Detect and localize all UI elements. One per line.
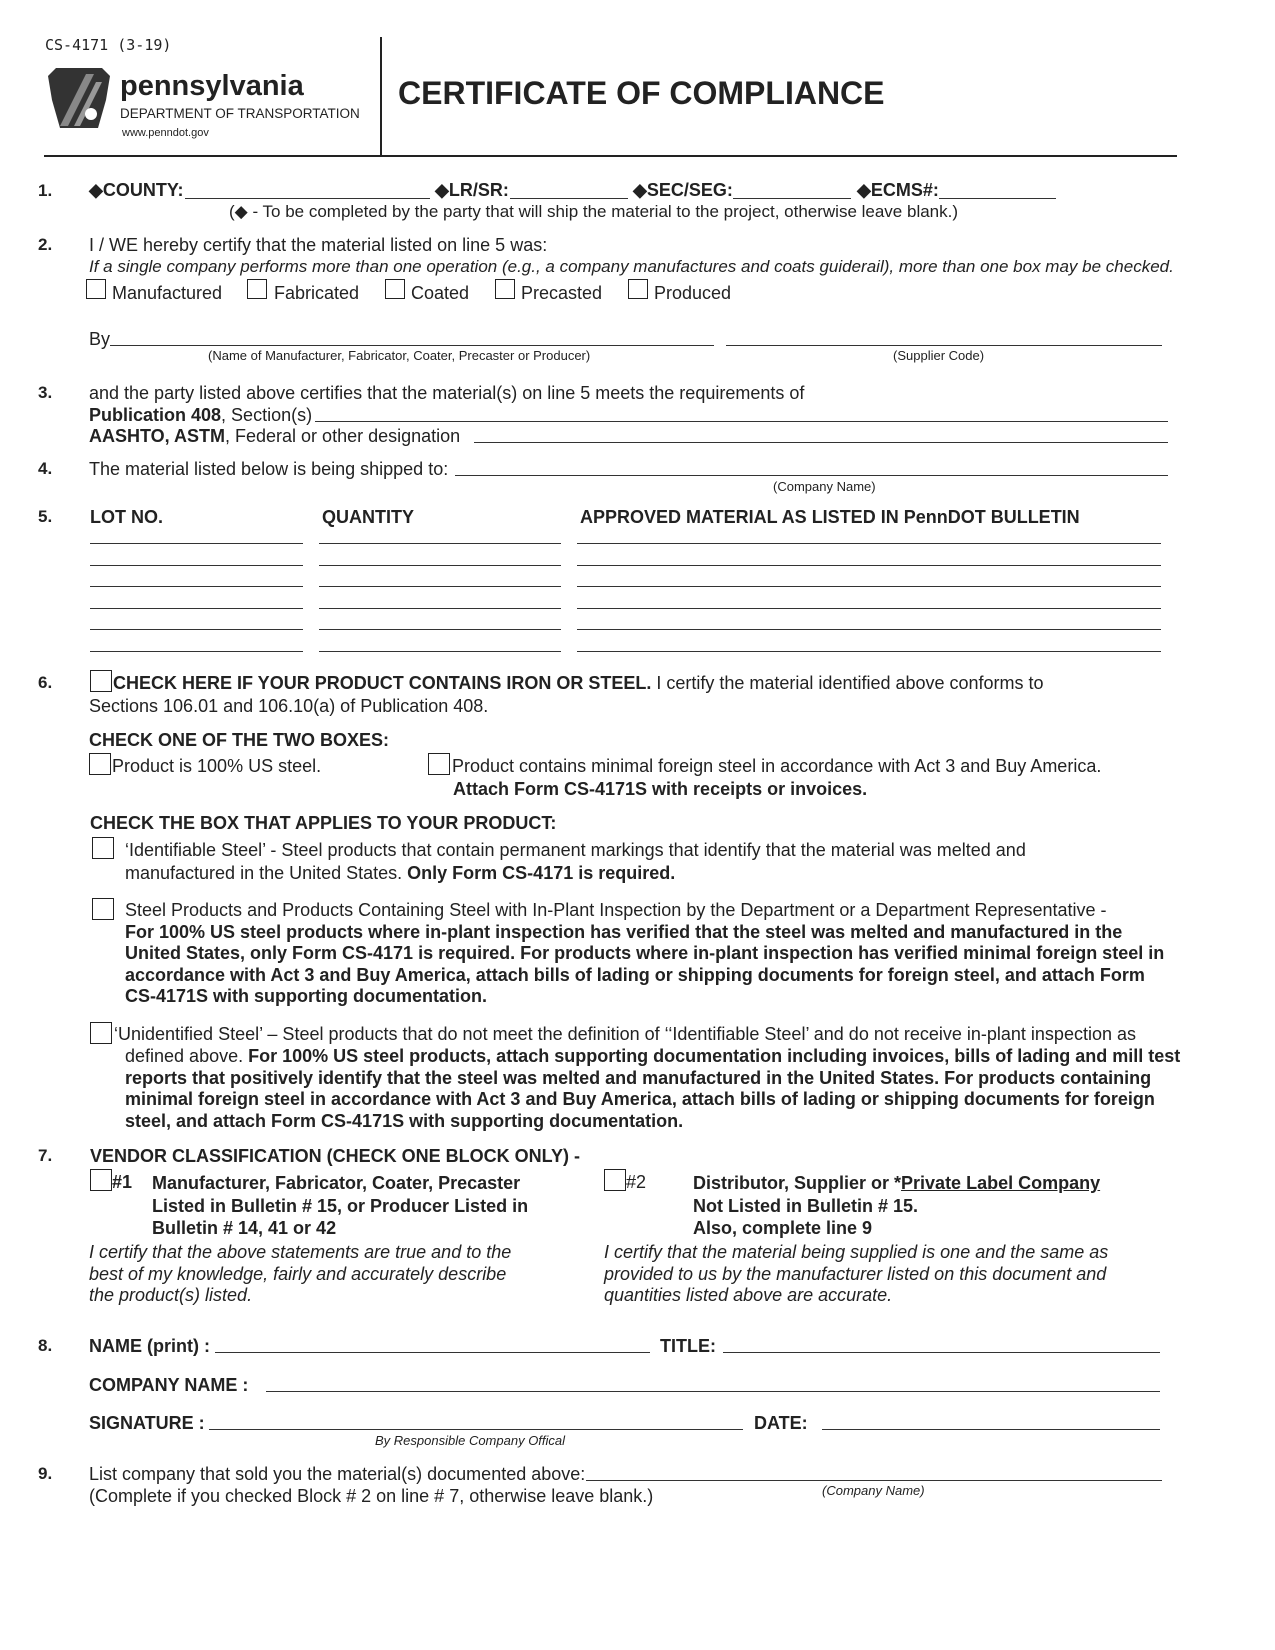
unidentified-line2	[125, 1046, 1180, 1068]
iron-steel-checkbox[interactable]	[90, 670, 112, 692]
us-steel-label: Product is 100% US steel.	[112, 756, 322, 776]
logo-department: DEPARTMENT OF TRANSPORTATION	[120, 106, 360, 121]
block1-cert-line: best of my knowledge, fairly and accurately describe	[89, 1263, 507, 1284]
line4-text: The material listed below is being shipped to:	[89, 459, 449, 479]
block2-line1	[693, 1172, 1100, 1195]
designation-field[interactable]	[474, 442, 1168, 443]
coated-checkbox[interactable]	[385, 279, 405, 299]
fabricated-label: Fabricated	[274, 283, 360, 303]
line-number: 8.	[38, 1336, 53, 1355]
iron-steel-rest: I certify the material identified above conforms to	[651, 673, 1044, 693]
publication-rest: , Section(s)	[221, 405, 313, 425]
date-field[interactable]	[822, 1429, 1160, 1430]
aashto-label	[89, 426, 460, 447]
material-field[interactable]	[577, 608, 1161, 609]
us-steel-checkbox[interactable]	[89, 753, 111, 775]
lot-field[interactable]	[90, 543, 303, 544]
quantity-field[interactable]	[319, 651, 561, 652]
unidentified-checkbox[interactable]	[90, 1022, 112, 1044]
name-print-label: NAME (print) :	[89, 1336, 210, 1356]
block1-cert-line: the product(s) listed.	[89, 1285, 253, 1305]
lrsr-label: ◆LR/SR:	[435, 180, 509, 200]
inplant-checkbox[interactable]	[92, 898, 114, 920]
block2-text	[693, 1172, 1100, 1240]
identifiable-text	[125, 839, 1026, 884]
signature-caption: By Responsible Company Offical	[375, 1433, 566, 1448]
precasted-checkbox[interactable]	[495, 279, 515, 299]
block2-cert-line: I certify that the material being supplied is one and the same as	[604, 1242, 1109, 1262]
lot-field[interactable]	[90, 586, 303, 587]
shipped-to-field[interactable]	[455, 475, 1168, 476]
unidentified-line1: ‘Unidentified Steel’ – Steel products that do not meet the definition of ‘‘Identifiable Steel’ and do not receive in-plant inspection as	[114, 1024, 1136, 1044]
block2-checkbox[interactable]	[604, 1169, 626, 1191]
quantity-field[interactable]	[319, 586, 561, 587]
header-rule	[44, 155, 1177, 157]
block2-cert-line: quantities listed above are accurate.	[604, 1285, 893, 1305]
vendor-heading: VENDOR CLASSIFICATION (CHECK ONE BLOCK ONLY) -	[90, 1146, 581, 1166]
supplier-code-field[interactable]	[726, 345, 1162, 346]
produced-checkbox[interactable]	[628, 279, 648, 299]
coated-label: Coated	[411, 283, 470, 303]
material-field[interactable]	[577, 629, 1161, 630]
iron-steel-text	[113, 673, 1044, 694]
keystone-logo	[46, 66, 112, 130]
applies-heading: CHECK THE BOX THAT APPLIES TO YOUR PRODUCT:	[90, 813, 557, 833]
material-field[interactable]	[577, 651, 1161, 652]
supplier-code-caption: (Supplier Code)	[893, 348, 985, 363]
quantity-field[interactable]	[319, 629, 561, 630]
minimal-foreign-checkbox[interactable]	[428, 753, 450, 775]
inplant-bold-line: CS-4171S with supporting documentation.	[125, 986, 488, 1006]
manufactured-label: Manufactured	[112, 283, 223, 303]
material-field[interactable]	[577, 565, 1161, 566]
company-name-caption: (Company Name)	[773, 479, 876, 494]
block1-line: Manufacturer, Fabricator, Coater, Precaster	[152, 1173, 521, 1193]
inplant-bold-line: United States, only Form CS-4171 is required. For products where in-plant inspection has verified minimal foreign steel in	[125, 943, 1165, 963]
name-print-field[interactable]	[215, 1352, 650, 1353]
lot-field[interactable]	[90, 629, 303, 630]
title-label: TITLE:	[660, 1336, 716, 1356]
county-field[interactable]	[185, 198, 430, 199]
page-title: CERTIFICATE OF COMPLIANCE	[398, 75, 885, 111]
line-number: 2.	[38, 235, 53, 254]
county-label: ◆COUNTY:	[89, 180, 184, 200]
ecms-field[interactable]	[939, 198, 1056, 199]
inplant-text	[125, 900, 1164, 1008]
block1-line: Bulletin # 14, 41 or 42	[152, 1218, 337, 1238]
material-field[interactable]	[577, 586, 1161, 587]
date-label: DATE:	[754, 1413, 808, 1433]
iron-steel-line2: Sections 106.01 and 106.10(a) of Publication 408.	[89, 696, 489, 716]
block1-checkbox[interactable]	[90, 1169, 112, 1191]
line9-text: List company that sold you the material(s) documented above:	[89, 1464, 586, 1484]
section-field[interactable]	[315, 421, 1168, 422]
by-label: By	[89, 329, 111, 349]
logo-url: www.penndot.gov	[122, 127, 209, 139]
identifiable-line1: ‘Identifiable Steel’ - Steel products that contain permanent markings that identify that the material was melted and	[125, 840, 1026, 860]
block2-line2: Not Listed in Bulletin # 15.	[693, 1195, 919, 1216]
lrsr-field[interactable]	[510, 198, 628, 199]
manufactured-checkbox[interactable]	[86, 279, 106, 299]
line-number: 7.	[38, 1146, 53, 1165]
aashto-rest: , Federal or other designation	[225, 426, 461, 446]
block2-line1-text: Distributor, Supplier or *	[693, 1173, 902, 1193]
inplant-bold-line: accordance with Act 3 and Buy America, attach bills of lading or shipping documents for foreign steel, and attach Form	[125, 964, 1145, 985]
block1-line: Listed in Bulletin # 15, or Producer Listed in	[152, 1195, 529, 1216]
quantity-field[interactable]	[319, 608, 561, 609]
lot-field[interactable]	[90, 565, 303, 566]
produced-label: Produced	[654, 283, 732, 303]
unidentified-bold-line: minimal foreign steel in accordance with Act 3 and Buy America, attach bills of lading or shipping documents for foreign	[125, 1089, 1155, 1109]
col-lot-no: LOT NO.	[90, 507, 163, 527]
identifiable-checkbox[interactable]	[92, 837, 114, 859]
signature-field[interactable]	[209, 1429, 743, 1430]
manufacturer-name-caption: (Name of Manufacturer, Fabricator, Coater, Precaster or Producer)	[208, 348, 591, 363]
inplant-line1: Steel Products and Products Containing Steel with In-Plant Inspection by the Department or a Department Representative -	[125, 900, 1107, 920]
block1-cert	[89, 1242, 511, 1307]
line9-note: (Complete if you checked Block # 2 on line # 7, otherwise leave blank.)	[89, 1486, 654, 1506]
manufacturer-name-field[interactable]	[110, 345, 714, 346]
unidentified-line2-bold: For 100% US steel products, attach supporting documentation including invoices, bills of lading and mill test	[248, 1046, 1181, 1066]
line2-note: If a single company performs more than one operation (e.g., a company manufactures and coats guiderail), more than one box may be checked.	[89, 257, 1174, 276]
block2-label: #2	[626, 1172, 647, 1192]
block2-cert-line: provided to us by the manufacturer listed on this document and	[604, 1263, 1107, 1284]
logo-name: pennsylvania	[120, 70, 304, 102]
identifiable-line2-bold: Only Form CS-4171 is required.	[407, 862, 676, 883]
line1-note: (◆ - To be completed by the party that will ship the material to the project, otherwise leave blank.)	[229, 202, 959, 221]
form-number: CS-4171 (3-19)	[45, 36, 172, 54]
fabricated-checkbox[interactable]	[247, 279, 267, 299]
unidentified-bold-line: steel, and attach Form CS-4171S with supporting documentation.	[125, 1110, 684, 1131]
lot-field[interactable]	[90, 651, 303, 652]
company-name-label: COMPANY NAME :	[89, 1375, 249, 1395]
seller-company-field[interactable]	[586, 1480, 1162, 1481]
unidentified-text	[125, 1046, 1180, 1132]
unidentified-line2-text: defined above.	[125, 1046, 249, 1066]
secseg-label: ◆SEC/SEG:	[633, 180, 733, 200]
block2-line3: Also, complete line 9	[693, 1218, 873, 1238]
company-name-field[interactable]	[266, 1391, 1160, 1392]
line3-text: and the party listed above certifies that the material(s) on line 5 meets the requirements of	[89, 383, 805, 403]
precasted-label: Precasted	[521, 283, 603, 303]
title-field[interactable]	[723, 1352, 1160, 1353]
line-number: 5.	[38, 507, 53, 526]
signature-label: SIGNATURE :	[89, 1413, 205, 1433]
seller-company-caption: (Company Name)	[822, 1483, 925, 1498]
two-boxes-heading: CHECK ONE OF THE TWO BOXES:	[89, 730, 390, 750]
quantity-field[interactable]	[319, 543, 561, 544]
aashto-bold: AASHTO, ASTM	[89, 426, 226, 446]
publication-bold: Publication 408	[89, 405, 222, 425]
col-approved-material: APPROVED MATERIAL AS LISTED IN PennDOT BULLETIN	[580, 507, 1080, 527]
identifiable-line2-text: manufactured in the United States.	[125, 862, 408, 883]
block1-text	[152, 1172, 528, 1240]
material-field[interactable]	[577, 543, 1161, 544]
inplant-bold-line: For 100% US steel products where in-plant inspection has verified that the steel was melted and manufactured in the	[125, 921, 1123, 942]
ecms-label: ◆ECMS#:	[857, 180, 939, 200]
col-quantity: QUANTITY	[322, 507, 414, 527]
block1-label: #1	[112, 1172, 133, 1192]
block2-cert	[604, 1242, 1108, 1307]
identifiable-line2	[125, 862, 1026, 885]
publication-label	[89, 405, 312, 426]
line-number: 6.	[38, 673, 53, 692]
header-divider	[380, 37, 382, 155]
attach-note: Attach Form CS-4171S with receipts or invoices.	[453, 779, 868, 799]
line-number: 9.	[38, 1464, 53, 1483]
private-label-company: Private Label Company	[901, 1173, 1101, 1193]
line-number: 1.	[38, 181, 53, 200]
minimal-foreign-label: Product contains minimal foreign steel in accordance with Act 3 and Buy America.	[452, 756, 1102, 776]
line2-certify: I / WE hereby certify that the material listed on line 5 was:	[89, 235, 548, 255]
line-number: 3.	[38, 383, 53, 402]
lot-field[interactable]	[90, 608, 303, 609]
iron-steel-bold: CHECK HERE IF YOUR PRODUCT CONTAINS IRON OR STEEL.	[113, 673, 652, 693]
unidentified-bold-line: reports that positively identify that the steel was melted and manufactured in the United States. For products containing	[125, 1067, 1152, 1088]
block1-cert-line: I certify that the above statements are true and to the	[89, 1242, 512, 1262]
quantity-field[interactable]	[319, 565, 561, 566]
secseg-field[interactable]	[733, 198, 851, 199]
line-number: 4.	[38, 459, 53, 478]
